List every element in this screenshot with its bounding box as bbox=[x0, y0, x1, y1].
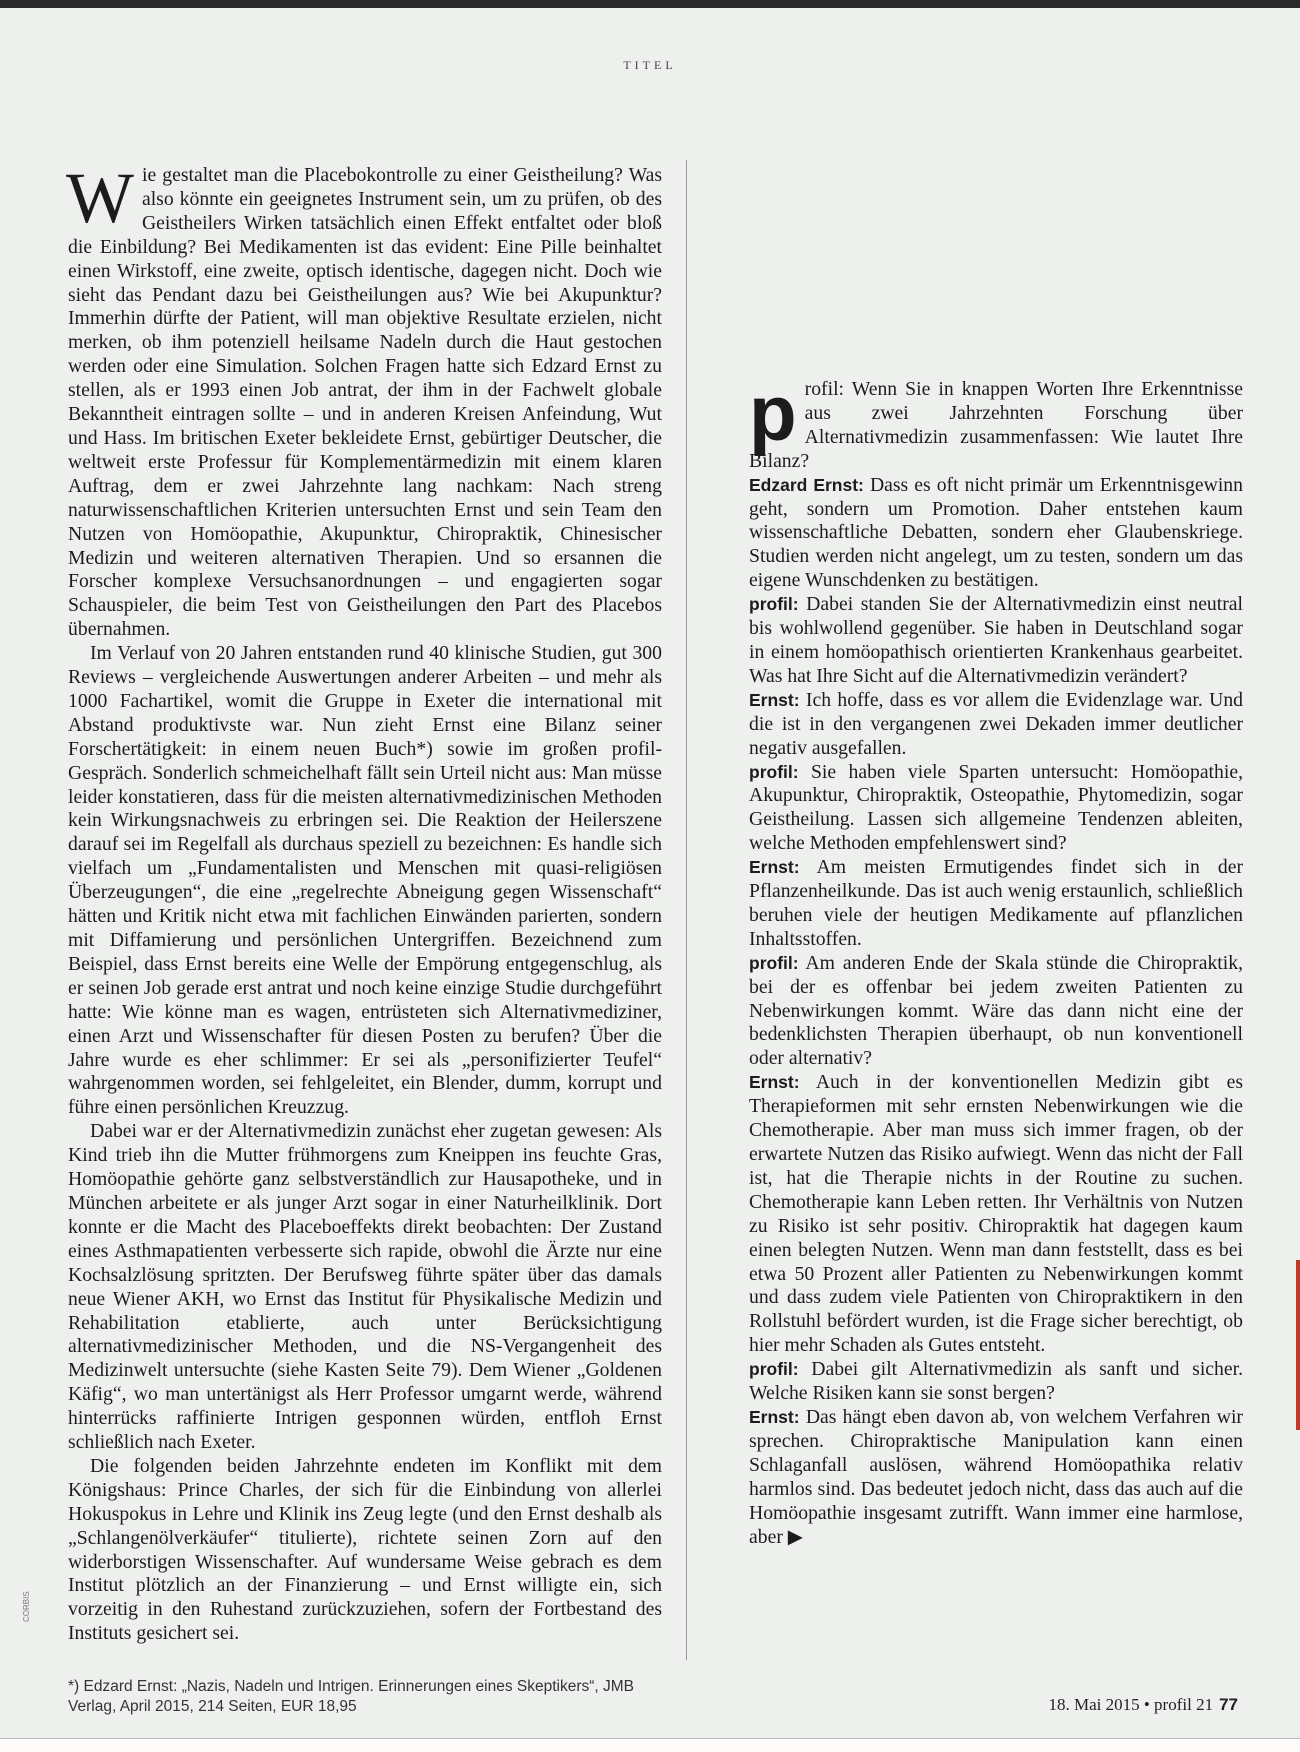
article-paragraph: Wie gestaltet man die Placebokontrolle zu einer Geistheilung? Was also könnte ein geeignetes Instrument sein, um zu prüfen, ob des Geistheilers Wirken tatsächlich einen Effekt entfaltet oder bloß die Einbildung? Bei Medikamenten ist das evident: Eine Pille beinhaltet einen Wirkstoff, eine zweite, optisch identische, dagegen nicht. Doch wie sieht das Pendant dazu bei Geistheilungen aus? Wie bei Akupunktur? Immerhin dürfte der Patient, will man objektive Resultate erzielen, nicht merken, ob ihm potenziell heilsame Nadeln durch die Haut gestochen werden oder eine Simulation. Solchen Fragen hatte sich Edzard Ernst zu stellen, als er 1993 einen Job antrat, der ihm in der Fachwelt globale Bekanntheit eintragen sollte – und in anderen Kreisen Anfeindung, Wut und Hass. Im britischen Exeter bekleidete Ernst, gebürtiger Deutscher, die weltweit erste Professur für Komplementärmedizin mit einem klaren Auftrag, dem er zwei Jahrzehnte lang nachkam: Nach streng naturwissenschaftlichen Kriterien untersuchten Ernst und sein Team den Nutzen von Homöopathie, Akupunktur, Chiropraktik, Chinesischer Medizin und weiteren alternativen Therapien. Und so ersannen die Forscher komplexe Versuchsanordnungen – und engagierten sogar Schauspieler, die beim Test von Geistheilungen den Part des Placebos übernahmen. bbox=[66, 158, 662, 641]
article-paragraph: Die folgenden beiden Jahrzehnte endeten im Konflikt mit dem Königshaus: Prince Charles, der sich für die Einbindung von allerlei Hokuspokus in Lehre und Klinik ins Zeug legte (und den Ernst deshalb als „Schlangenölverkäufer“ titulierte), richtete seinen Zorn auf den widerborstigen Wissenschafter. Auf wundersame Weise gebrach es dem Institut plötzlich an der Finanzierung – und Ernst willigte ein, sich vorzeitig in den Ruhestand zurückzuziehen, sofern der Fortbestand des Instituts gesichert sei. bbox=[68, 1454, 662, 1645]
speaker-label: profil: bbox=[749, 952, 799, 973]
interview-turn: Ernst: Auch in der konventionellen Medizin gibt es Therapieformen mit sehr ernsten Nebenwirkungen wie die Chemotherapie. Aber man muss sich immer fragen, ob der erwartete Nutzen das Risiko aufwiegt. Wenn das nicht der Fall ist, hat die Therapie nichts in der Routine zu suchen. Chemotherapie kann Leben retten. Ihr Verhältnis von Nutzen zu Risiko ist sehr positiv. Chiropraktik hat dagegen kaum einen belegten Nutzen. Wenn man dann feststellt, dass es bei etwa 50 Prozent aller Patienten zu Nebenwirkungen kommt und dass zudem viele Patienten von Chiropraktikern in den Rollstuhl befördert wurden, ist die Frage sicher berechtigt, ob hier mehr Schaden als Gutes entsteht. bbox=[749, 1071, 1243, 1357]
drop-cap: W bbox=[66, 158, 134, 238]
speaker-label: profil: bbox=[749, 1359, 799, 1380]
interview-turn: Ernst: Das hängt eben davon ab, von welchem Verfahren wir sprechen. Chiropraktische Manipulation kann einen Schlaganfall auslösen, während Homöopathika relativ harmlos sind. Das bedeutet jedoch nicht, dass das auch auf die Homöopathie insgesamt zutrifft. Wann immer eine harmlose, aber ▶ bbox=[749, 1405, 1243, 1548]
interview-turn: profil: Sie haben viele Sparten untersucht: Homöopathie, Akupunktur, Chiropraktik, Osteopathie, Phytomedizin, sogar Geistheilung. Lassen sich allgemeine Tendenzen ableiten, welche Methoden empfehlenswert sind? bbox=[749, 760, 1244, 855]
interview-turn: Ernst: Ich hoffe, dass es vor allem die Evidenzlage war. Und die ist in den vergangenen zwei Dekaden immer deutlicher negativ ausgefallen. bbox=[749, 688, 1244, 759]
article-column-left bbox=[66, 158, 662, 1646]
interview-turn: Edzard Ernst: Dass es oft nicht primär um Erkenntnisgewinn geht, sondern um Promotion. Daher entstehen kaum wissenschaftliche Debatten, sondern eher Glaubenskriege. Studien werden nicht angelegt, um zu testen, sondern um das eigene Wunschdenken zu bestätigen. bbox=[749, 473, 1243, 592]
speaker-label: Ernst: bbox=[749, 1072, 800, 1093]
scan-bottom-strip bbox=[0, 1738, 1300, 1752]
photo-credit: CORBIS bbox=[22, 1591, 31, 1622]
speaker-label: Edzard Ernst: bbox=[749, 474, 864, 495]
page-number: 77 bbox=[1219, 1695, 1238, 1714]
interview-question: profil: Wenn Sie in knappen Worten Ihre Erkenntnisse aus zwei Jahrzehnten Forschung über Alternativmedizin zusammenfassen: Wie lautet Ihre Bilanz? bbox=[749, 369, 1243, 472]
interview-turn: Ernst: Am meisten Ermutigendes findet sich in der Pflanzenheilkunde. Das ist auch wenig erstaunlich, schließlich beruhen viele der heutigen Medikamente auf pflanzlichen Inhaltsstoffen. bbox=[749, 856, 1244, 950]
speaker-label: profil: bbox=[749, 761, 799, 782]
scan-top-edge bbox=[0, 0, 1300, 8]
column-divider bbox=[686, 160, 687, 1660]
speaker-label: Ernst: bbox=[749, 1406, 800, 1427]
speaker-label: Ernst: bbox=[749, 689, 800, 710]
page-folio bbox=[1048, 1695, 1238, 1715]
article-paragraph: Dabei war er der Alternativmedizin zunächst eher zugetan gewesen: Als Kind trieb ihn die Mutter frühmorgens zum Kneippen ins feuchte Gras, Homöopathie gehörte ganz selbstverständlich zur Hausapotheke, und in München arbeitete er als junger Arzt sogar in einer Naturheilklinik. Dort konnte er die Macht des Placeboeffekts direkt beobachten: Der Zustand eines Asthmapatienten verbesserte sich rapide, obwohl die Ärzte nur eine Kochsalzlösung spritzten. Der Berufsweg führte später über das damals neue Wiener AKH, wo Ernst das Institut für Physikalische Medizin und Rehabilitation etablierte, auch unter Berücksichtigung alternativmedizinischer Methoden, und die NS-Vergangenheit des Medizinwelt untersuchte (siehe Kasten Seite 79). Dem Wiener „Goldenen Käfig“, wo man untertänigst als Herr Professor umgarnt werde, während hinterrücks raffinierte Intrigen gesponnen würden, entfloh Ernst schließlich nach Exeter. bbox=[68, 1120, 662, 1454]
drop-cap: p bbox=[749, 369, 797, 457]
article-paragraph: Im Verlauf von 20 Jahren entstanden rund 40 klinische Studien, gut 300 Reviews – vergleichende Auswertungen anderer Arbeiten – und mehr als 1000 Fachartikel, womit die Gruppe in Exeter die international mit Abstand produktivste war. Nun zieht Ernst eine Bilanz seiner Forschertätigkeit: in einem neuen Buch*) sowie im großen profil-Gespräch. Sonderlich schmeichelhaft fällt sein Urteil nicht aus: Man müsse leider konstatieren, dass für die meisten alternativmedizinischen Methoden kein Wirkungsnachweis zu erbringen sei. Die Reaktion der Heilerszene darauf sei im Regelfall als durchaus speziell zu bezeichnen: Es handle sich vielfach um „Fundamentalisten und Menschen mit quasi-religiösen Überzeugungen“, die eine „regelrechte Abneigung gegen Wissenschaft“ hätten und Kritik nicht etwa mit fachlichen Einwänden parierten, sondern mit Diffamierung und persönlichen Untergriffen. Bezeichnend zum Beispiel, dass Ernst bereits eine Welle der Empörung entgegenschlug, als er seinen Job gerade erst antrat und noch keine einzige Studie durchgeführt hatte: Wie könne man es wagen, entrüsteten sich Alternativmediziner, einen Arzt und Wissenschafter für diesen Posten zu berufen? Über die Jahre wurde es eher schlimmer: Er sei als „personifizierter Teufel“ wahrgenommen worden, sei fehlgeleitet, ein Blender, dumm, korrupt und führe einen persönlichen Kreuzzug. bbox=[68, 642, 662, 1119]
speaker-label: profil: bbox=[749, 594, 799, 615]
interview-turn: profil: Dabei gilt Alternativmedizin als sanft und sicher. Welche Risiken kann sie sonst bergen? bbox=[749, 1358, 1244, 1405]
footnote: *) Edzard Ernst: „Nazis, Nadeln und Intrigen. Erinnerungen eines Skeptikers“, JMB Verlag, April 2015, 214 Seiten, EUR 18,95 bbox=[68, 1678, 635, 1715]
interview-column bbox=[749, 369, 1244, 1549]
scan-red-edge bbox=[1296, 1260, 1300, 1430]
section-label: TITEL bbox=[623, 58, 677, 72]
interview-turn: profil: Am anderen Ende der Skala stünde die Chiropraktik, bei der es offenbar bei jedem zweiten Patienten zu Nebenwirkungen kommt. Wäre das dann nicht eine der bedenklichsten Therapien überhaupt, ob nun konventionell oder alternativ? bbox=[749, 951, 1243, 1070]
speaker-label: Ernst: bbox=[749, 857, 800, 878]
interview-turn: profil: Dabei standen Sie der Alternativmedizin einst neutral bis wohlwollend gegenüber. Sie haben in Deutschland sogar in einem homöopathisch orientierten Krankenhaus gearbeitet. Was hat Ihre Sicht auf die Alternativmedizin verändert? bbox=[749, 593, 1244, 687]
issue-date: 18. Mai 2015 • profil 21 bbox=[1048, 1695, 1214, 1714]
